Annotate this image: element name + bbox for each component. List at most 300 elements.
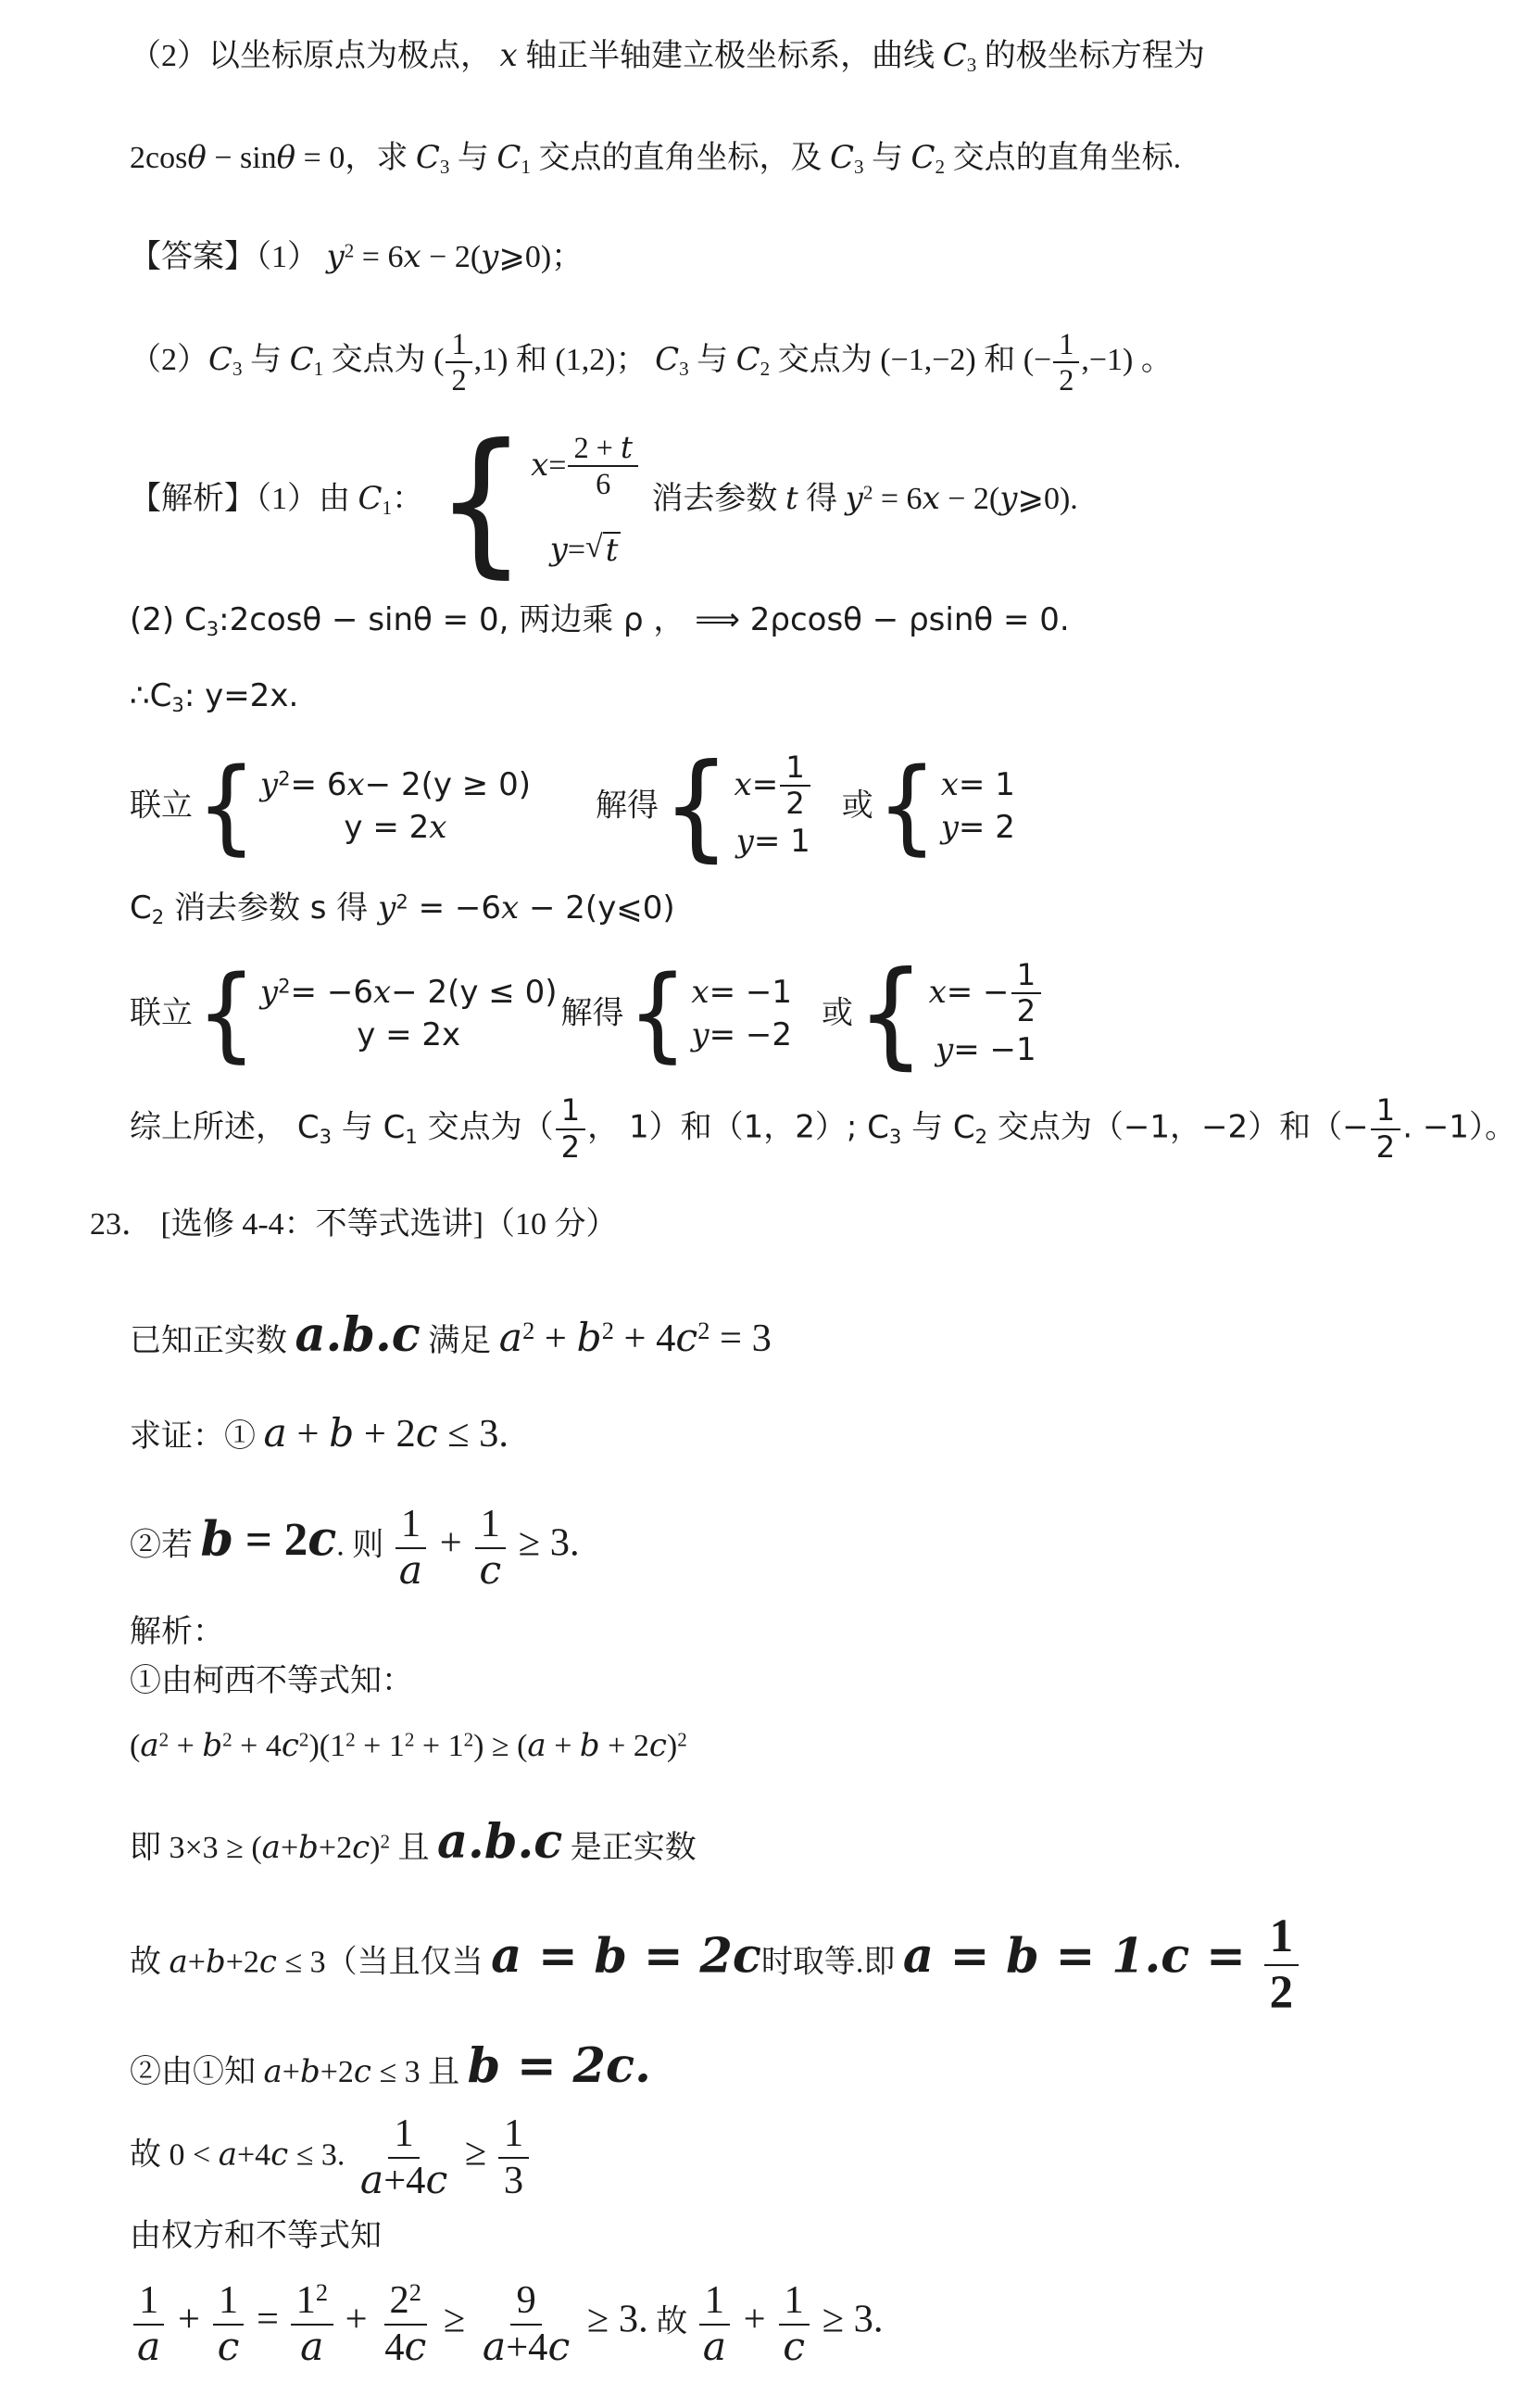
frac-denominator <box>295 2326 329 2371</box>
math-var: x <box>940 765 959 803</box>
text-run: 解得 <box>560 994 624 1032</box>
math-frac <box>556 1093 586 1164</box>
text-run: + 2 <box>599 1729 649 1764</box>
text-run: ②若 <box>130 1528 201 1563</box>
math-frac <box>780 750 810 821</box>
math-subscript-group <box>149 677 184 717</box>
math-frac <box>1371 1093 1401 1164</box>
math-sup: 2 <box>601 1317 614 1344</box>
left-brace-icon: { <box>627 954 688 1075</box>
math-frac <box>498 2112 529 2204</box>
math-var: y <box>999 479 1018 517</box>
frac-numerator <box>384 2278 427 2326</box>
text-run: 2 <box>1375 1128 1396 1165</box>
math-subscript-group <box>829 139 864 179</box>
math-var: a <box>527 1727 546 1765</box>
math-superscript-group <box>296 2278 328 2322</box>
text-run: +2 <box>318 1831 353 1866</box>
frac-denominator <box>394 1549 428 1595</box>
math-var: a <box>702 2324 727 2370</box>
frac-denominator <box>498 2159 529 2204</box>
text-run: ≥ <box>433 2297 475 2341</box>
math-var: y <box>549 531 568 569</box>
math-subscript-group <box>942 37 977 76</box>
frac-numerator <box>133 2278 164 2326</box>
math-var: b <box>205 1943 226 1981</box>
text-run: 9 <box>516 2277 536 2322</box>
math-subscript-group <box>358 479 393 519</box>
q23-prove-1 <box>130 1407 1458 1460</box>
math-subscript-group <box>735 340 771 380</box>
text-run: +2 <box>225 1945 259 1980</box>
text-run: 与 <box>449 141 497 176</box>
math-sub: 2 <box>935 156 946 179</box>
cases-row <box>736 821 810 864</box>
math-var: a <box>263 1411 287 1457</box>
math-var: a <box>169 1943 188 1981</box>
math-sub: 1 <box>405 1124 418 1148</box>
text-run: ， 1）和（1，2）; <box>587 1109 868 1147</box>
math-sub: 3 <box>853 156 864 179</box>
text-run: ⩾0)； <box>498 239 584 274</box>
text-run: 1 <box>560 1092 581 1128</box>
math-var: x <box>346 765 365 803</box>
math-sub: 2 <box>760 357 771 380</box>
math-base: C <box>655 340 680 378</box>
frac-numerator <box>1011 958 1042 994</box>
text-run: +2 <box>320 2055 354 2090</box>
frac-numerator <box>446 327 471 363</box>
math-base: C <box>149 677 172 715</box>
text-run: = −1 <box>709 974 793 1012</box>
math-var: a <box>218 2136 237 2174</box>
math-base: 1 <box>447 1729 464 1764</box>
frac-denominator <box>1011 994 1042 1028</box>
text-run: 1 <box>1016 957 1036 993</box>
math-var: a <box>261 1829 281 1867</box>
math-var: c <box>404 2324 427 2370</box>
frac-numerator <box>213 2278 244 2326</box>
math-var: a <box>398 1547 423 1594</box>
text-run: ≥ <box>455 2130 496 2175</box>
cases-row <box>691 972 792 1015</box>
math-sup: 2 <box>677 1728 687 1751</box>
math-sup: 2 <box>463 1728 474 1751</box>
math-subscript-group <box>289 340 324 380</box>
text-run: − 2( <box>421 239 482 274</box>
cases-row <box>936 1029 1036 1072</box>
math-subscript-group <box>496 139 531 179</box>
text-run: 时取等.即 <box>760 1945 903 1980</box>
math-var: c <box>308 1511 337 1568</box>
text-run: 2 <box>451 362 467 397</box>
frac-denominator <box>379 2326 432 2371</box>
math-sub: 3 <box>679 357 689 380</box>
math-var: b <box>299 2053 320 2091</box>
text-run: ≤ 3. <box>437 1412 509 1456</box>
text-run: = <box>548 448 567 484</box>
text-run: 23． [选修 4-4：不等式选讲]（10 分） <box>90 1206 618 1242</box>
text-run: = <box>567 533 586 568</box>
math-var: c <box>352 1829 370 1867</box>
text-run: = 3 <box>709 1316 772 1360</box>
text-run: 2 <box>1269 1966 1294 2019</box>
frac-numerator <box>396 1502 426 1549</box>
text-run: = 6 <box>290 765 347 803</box>
math-superscript-group <box>370 1831 390 1865</box>
math-subscript-group <box>655 340 689 380</box>
math-var: y <box>691 1016 709 1054</box>
math-cases <box>434 410 640 592</box>
text-run: +4 <box>236 2137 271 2173</box>
math-sup: 2 <box>278 766 291 790</box>
math-base: C <box>496 139 521 177</box>
math-var: c <box>217 2324 240 2370</box>
cases-rows <box>260 764 531 850</box>
text-run: 1 <box>1375 1092 1396 1128</box>
cases-row <box>929 958 1044 1028</box>
text-run: 与 <box>688 342 736 377</box>
math-sup: 2 <box>408 2278 421 2306</box>
math-base: C <box>867 1109 889 1147</box>
frac-numerator <box>475 1502 506 1549</box>
math-sub: 3 <box>966 53 977 76</box>
math-superscript-group <box>448 1729 474 1763</box>
text-run: 2 + <box>573 430 621 464</box>
text-run: （2） <box>130 342 208 377</box>
math-subscript-group <box>867 1109 901 1146</box>
left-brace-icon: { <box>662 739 731 875</box>
frac-numerator <box>779 2278 810 2326</box>
text-run: 得 <box>797 481 846 516</box>
math-cases <box>627 954 793 1075</box>
math-sup: 2 <box>345 1728 356 1751</box>
text-run: 交点的直角坐标，及 <box>530 141 830 176</box>
answer-line2 <box>130 327 1458 397</box>
cases-rows <box>941 764 1015 850</box>
text-run: 1 <box>704 2277 724 2322</box>
text-run: ≤ 3. <box>288 2137 353 2173</box>
math-superscript-group <box>577 1317 614 1360</box>
math-superscript-group <box>260 764 291 807</box>
text-run: + 4 <box>232 1729 282 1764</box>
text-run: +4 <box>506 2325 548 2369</box>
math-var: x <box>922 479 940 517</box>
math-base: C <box>289 340 314 378</box>
text-run: 1 <box>503 2112 524 2156</box>
text-run: )( <box>308 1729 331 1764</box>
math-base: c <box>675 1315 698 1361</box>
sqrt-value: t <box>603 532 622 568</box>
math-superscript-group <box>282 1729 309 1763</box>
math-base: C <box>358 479 383 517</box>
frac-denominator <box>1053 363 1079 397</box>
frac-denominator <box>477 2326 575 2371</box>
text-run: : y=2x. <box>183 677 299 715</box>
math-var: c <box>425 2158 448 2204</box>
math-frac <box>473 1502 507 1595</box>
math-var: x <box>429 808 447 846</box>
text-run: = 1 <box>753 823 810 860</box>
text-run: 满足 <box>420 1323 499 1358</box>
text-run: 故 0 < <box>130 2137 219 2173</box>
math-base: a <box>498 1315 523 1361</box>
text-run: + <box>169 1729 203 1764</box>
math-var: x <box>691 974 709 1012</box>
math-subscript-group <box>184 601 219 638</box>
text-run: 的极坐标方程为 <box>976 39 1205 73</box>
math-var: a <box>137 2324 161 2370</box>
math-sup: 2 <box>396 889 408 914</box>
math-var: x <box>501 889 520 927</box>
text-run: 联立 <box>130 787 193 825</box>
text-run: + <box>280 1831 299 1866</box>
text-run: 或 <box>822 994 854 1032</box>
math-frac <box>379 2278 432 2371</box>
analysis-part1 <box>130 410 1458 592</box>
text-run: ≥ 3. <box>577 2297 648 2341</box>
math-base: C <box>735 340 760 378</box>
document-content <box>90 35 1516 2371</box>
math-base: C <box>829 139 854 177</box>
math-var: a = b = 1.c = <box>902 1928 1262 1985</box>
math-var: x <box>499 37 518 74</box>
math-sub: 3 <box>232 357 243 380</box>
math-sup: 2 <box>862 481 873 504</box>
text-run: − 2(y⩽0) <box>519 889 675 927</box>
math-frac <box>446 327 471 397</box>
math-var: θ <box>187 139 207 177</box>
analysis-part2-line2 <box>130 675 1458 718</box>
text-run: 消去参数 <box>643 481 785 516</box>
math-sup: 2 <box>344 239 355 262</box>
frac-numerator <box>388 2112 419 2159</box>
math-cases <box>857 947 1043 1082</box>
math-sub: 3 <box>171 693 184 717</box>
math-var: c <box>258 1943 277 1981</box>
text-run: 故 <box>130 1945 170 1980</box>
text-run: ： <box>392 481 432 516</box>
text-run: 3 <box>503 2159 524 2203</box>
cases-rows <box>531 431 640 572</box>
text-run: 4 <box>384 2325 405 2369</box>
text-run: = −2 <box>709 1016 793 1054</box>
weighted-power-note <box>130 2215 1458 2258</box>
text-run: 交点为 (−1,−2) 和 (− <box>770 342 1052 377</box>
cases-row <box>941 764 1015 807</box>
math-var: θ <box>276 139 296 177</box>
math-superscript-group <box>330 1729 356 1763</box>
math-var: a.b.c <box>295 1306 421 1363</box>
math-subscript-group <box>208 340 243 380</box>
text-run: ,−1) 。 <box>1081 342 1173 377</box>
text-run: + <box>734 2297 776 2341</box>
frac-numerator <box>498 2112 529 2159</box>
math-var: t <box>785 479 798 517</box>
math-sub: 1 <box>521 156 531 179</box>
math-var: y <box>481 237 499 275</box>
text-run: + 4 <box>613 1316 676 1360</box>
text-run: y = 2x <box>357 1016 461 1054</box>
text-run: （2）以坐标原点为极点， <box>130 39 500 73</box>
text-run: = 1 <box>958 765 1015 803</box>
text-run: = 6 <box>873 481 923 516</box>
text-run: = <box>246 2297 289 2341</box>
math-frac <box>132 2278 166 2371</box>
math-base: C <box>183 601 207 639</box>
frac-numerator <box>780 750 810 787</box>
text-run: 或 <box>841 787 873 825</box>
text-run: 6 <box>596 467 611 500</box>
frac-denominator <box>556 1130 586 1165</box>
math-sub: 3 <box>206 616 220 640</box>
math-sub: 3 <box>319 1124 332 1148</box>
text-run: 求证：① <box>130 1419 264 1455</box>
frac-denominator <box>697 2326 732 2371</box>
conclusion <box>130 1092 1516 1165</box>
math-var: y <box>940 808 959 846</box>
math-superscript-group <box>667 1729 687 1763</box>
text-run: 解析： <box>130 1614 224 1649</box>
cases-row <box>344 807 446 850</box>
math-frac <box>1264 1910 1300 2020</box>
math-sub: 3 <box>439 156 450 179</box>
math-base: b <box>202 1727 223 1765</box>
math-base: C <box>130 889 152 927</box>
text-run: ,1) 和 (1,2)； <box>473 342 656 377</box>
text-run: ) ≥ ( <box>473 1729 528 1764</box>
text-run: 1 <box>400 1501 421 1545</box>
math-base: 1 <box>330 1729 346 1764</box>
math-frac <box>212 2278 245 2371</box>
math-var: x <box>928 974 947 1012</box>
math-superscript-group <box>845 479 873 517</box>
math-base: y <box>326 237 345 275</box>
text-run: 1 <box>785 749 805 785</box>
text-run: 综上所述， <box>130 1109 297 1147</box>
math-var: c <box>648 1727 667 1765</box>
answer-line1 <box>130 236 1458 279</box>
text-run: = −6 <box>290 974 373 1012</box>
math-base: 1 <box>295 2277 316 2322</box>
math-sqrt <box>585 532 621 568</box>
text-run: + <box>282 2055 300 2090</box>
text-run: ∴ <box>130 677 150 715</box>
frac-numerator <box>699 2278 730 2326</box>
math-cases <box>876 747 1015 866</box>
text-run: + <box>335 2297 378 2341</box>
math-base: C <box>415 139 440 177</box>
math-base: C <box>208 340 233 378</box>
math-sup: 2 <box>158 1728 170 1751</box>
math-var: b <box>298 1829 319 1867</box>
cases-rows <box>691 972 792 1057</box>
math-base: y <box>378 889 396 927</box>
math-var: a = b = 2c <box>491 1928 761 1985</box>
math-frac <box>291 2278 333 2371</box>
left-brace-icon: { <box>196 747 257 866</box>
math-base: C <box>910 139 936 177</box>
text-run: 2 <box>785 785 805 821</box>
math-var: c <box>547 2324 571 2370</box>
math-base: 2 <box>389 2277 409 2322</box>
math-superscript-group <box>390 2278 421 2322</box>
frac-denominator <box>1371 1130 1401 1165</box>
text-run: +4 <box>383 2159 426 2203</box>
text-run: 与 <box>242 342 290 377</box>
frac-denominator <box>473 1549 507 1595</box>
frac-denominator <box>777 2326 810 2371</box>
math-cases <box>196 747 531 866</box>
math-superscript-group <box>140 1729 169 1763</box>
analysis-part2-line1 <box>130 599 1458 642</box>
cases-row <box>260 972 558 1015</box>
math-var: a <box>359 2158 384 2204</box>
text-run: = 0，求 <box>295 141 416 176</box>
frac-numerator <box>556 1093 586 1129</box>
text-run: − 2(y ≤ 0) <box>391 974 558 1012</box>
frac-denominator <box>355 2159 453 2204</box>
math-var: a.b.c <box>437 1814 563 1871</box>
text-run: 交点为（−1，−2）和（− <box>987 1109 1369 1147</box>
analysis-label <box>130 1611 1458 1654</box>
math-subscript-group <box>383 1109 418 1146</box>
math-frac <box>355 2112 453 2204</box>
math-sup: 2 <box>380 1830 391 1853</box>
text-run: . −1）。 <box>1402 1109 1516 1147</box>
frac-numerator <box>1371 1093 1401 1129</box>
math-var: y <box>735 823 754 860</box>
math-var: y <box>936 1030 954 1068</box>
math-sup: 2 <box>278 974 291 998</box>
math-superscript-group <box>675 1317 709 1360</box>
math-var: b <box>329 1411 355 1457</box>
math-sup: 2 <box>522 1317 535 1344</box>
text-run: ( <box>130 1729 141 1764</box>
math-var: x <box>734 765 752 803</box>
math-sub: 2 <box>974 1124 988 1148</box>
text-run: (2) <box>130 601 184 639</box>
text-run: 联立 <box>130 994 193 1032</box>
math-sup: 2 <box>222 1728 232 1751</box>
text-run: 【答案】（1） <box>130 239 327 274</box>
math-base: y <box>845 479 863 517</box>
math-var: x <box>403 237 421 275</box>
cases-row <box>691 1015 792 1057</box>
text-run: + <box>187 1945 206 1980</box>
frac-denominator <box>446 363 471 397</box>
cases-row <box>550 529 622 572</box>
text-run: 2cos <box>130 141 188 176</box>
math-subscript-group <box>297 1109 332 1146</box>
math-cases <box>662 739 812 875</box>
text-run: + <box>430 1520 472 1565</box>
math-base: b <box>576 1315 602 1361</box>
system-1 <box>130 739 1458 875</box>
text-run: 交点的直角坐标. <box>945 141 1182 176</box>
math-sup: 2 <box>315 2278 329 2306</box>
frac-denominator <box>590 467 616 501</box>
cases-rows <box>929 958 1044 1071</box>
cases-row <box>260 764 531 807</box>
math-superscript-group <box>389 1729 415 1763</box>
text-run: 1 <box>218 2277 239 2322</box>
text-run: 1 <box>1269 1910 1294 1963</box>
frac-denominator <box>1264 1966 1300 2021</box>
math-subscript-group <box>910 139 946 179</box>
math-frac <box>394 1502 428 1595</box>
math-sup: 2 <box>298 1728 309 1751</box>
